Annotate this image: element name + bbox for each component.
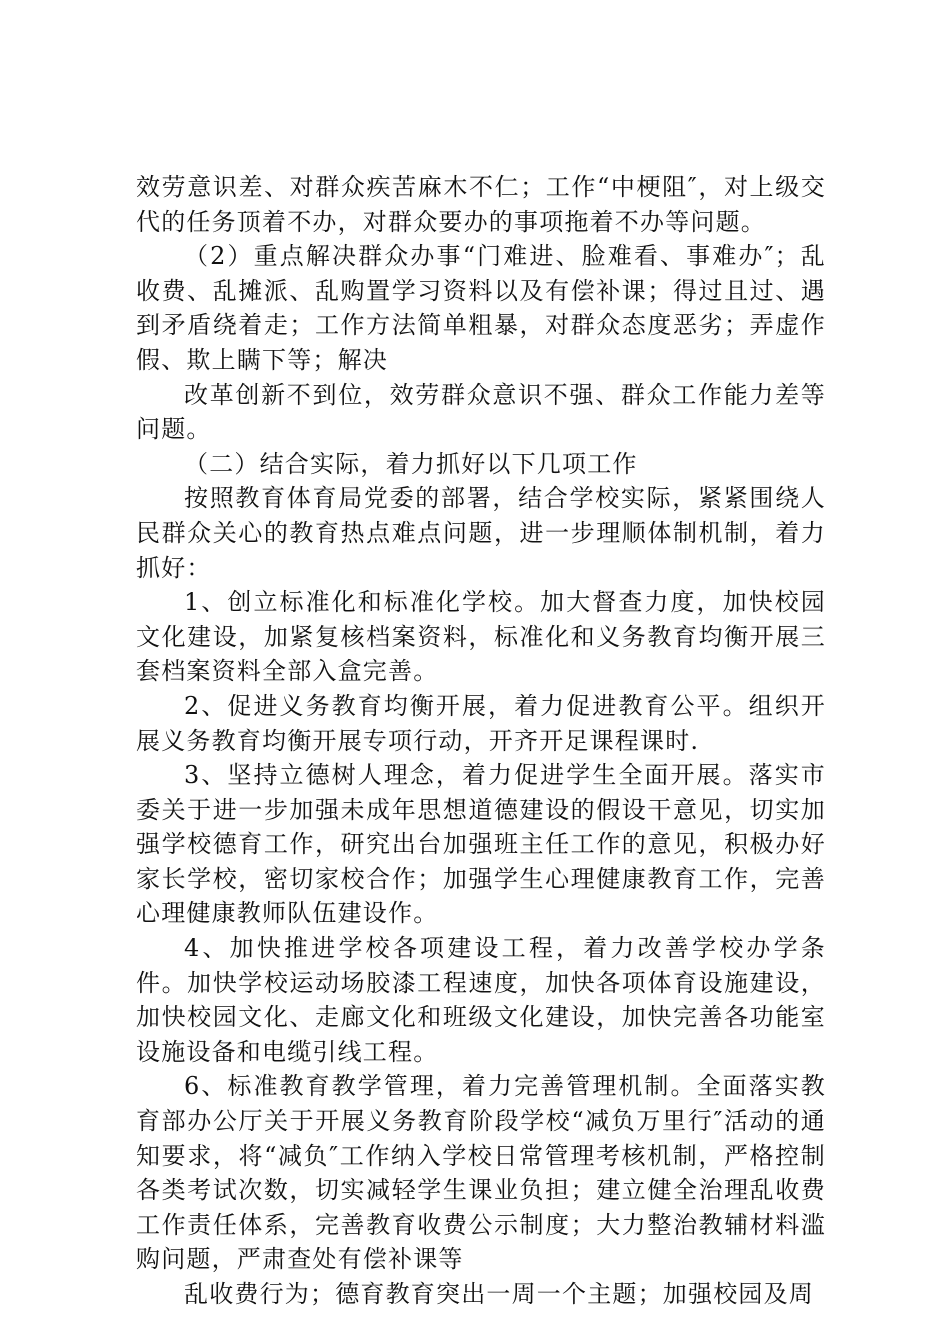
section-heading: （二）结合实际，着力抓好以下几项工作 [184,449,638,478]
paragraph-1: 效劳意识差、对群众疾苦麻木不仁；工作“中梗阻″，对上级交代的任务顶着不办，对群众要办的事项拖着不办等问题。 [136,173,826,236]
document-body [136,170,826,1312]
paragraph-5: 按照教育体育局党委的部署，结合学校实际，紧紧围绕人民群众关心的教育热点难点问题，进一步理顺体制机制，着力抓好： [136,484,826,582]
list-item-6: 6、标准教育教学管理，着力完善管理机制。全面落实教育部办公厅关于开展义务教育阶段学校“减负万里行″活动的通知要求，将“减负″工作纳入学校日常管理考核机制，严格控制各类考试次数，切实减轻学生课业负担；建立健全治理乱收费工作责任体系，完善教育收费公示制度；大力整治教辅材料滥购问题，严肃查处有偿补课等 [136,1072,826,1274]
paragraph-2: （2）重点解决群众办事“门难进、脸难看、事难办″；乱收费、乱摊派、乱购置学习资料以及有偿补课；得过且过、遇到矛盾绕着走；工作方法简单粗暴，对群众态度恶劣；弄虚作假、欺上瞒下等；解决 [136,242,826,374]
list-item-2: 2、促进义务教育均衡开展，着力促进教育公平。组织开展义务教育均衡开展专项行动，开齐开足课程课时. [136,691,826,755]
list-item-1: 1、创立标准化和标准化学校。加大督查力度，加快校园文化建设，加紧复核档案资料，标准化和义务教育均衡开展三套档案资料全部入盒完善。 [136,588,826,686]
list-item-3: 3、坚持立德树人理念，着力促进学生全面开展。落实市委关于进一步加强未成年思想道德建设的假设干意见，切实加强学校德育工作，研究出台加强班主任工作的意见，积极办好家长学校，密切家校合作；加强学生心理健康教育工作，完善心理健康教师队伍建设作。 [136,761,826,928]
list-item-4: 4、加快推进学校各项建设工程，着力改善学校办学条件。加快学校运动场胶漆工程速度，加快各项体育设施建设，加快校园文化、走廊文化和班级文化建设，加快完善各功能室设施设备和电缆引线工程。 [136,934,826,1066]
paragraph-3: 改革创新不到位，效劳群众意识不强、群众工作能力差等问题。 [136,380,826,444]
paragraph-continuation: 乱收费行为；德育教育突出一周一个主题；加强校园及周 [184,1280,814,1308]
